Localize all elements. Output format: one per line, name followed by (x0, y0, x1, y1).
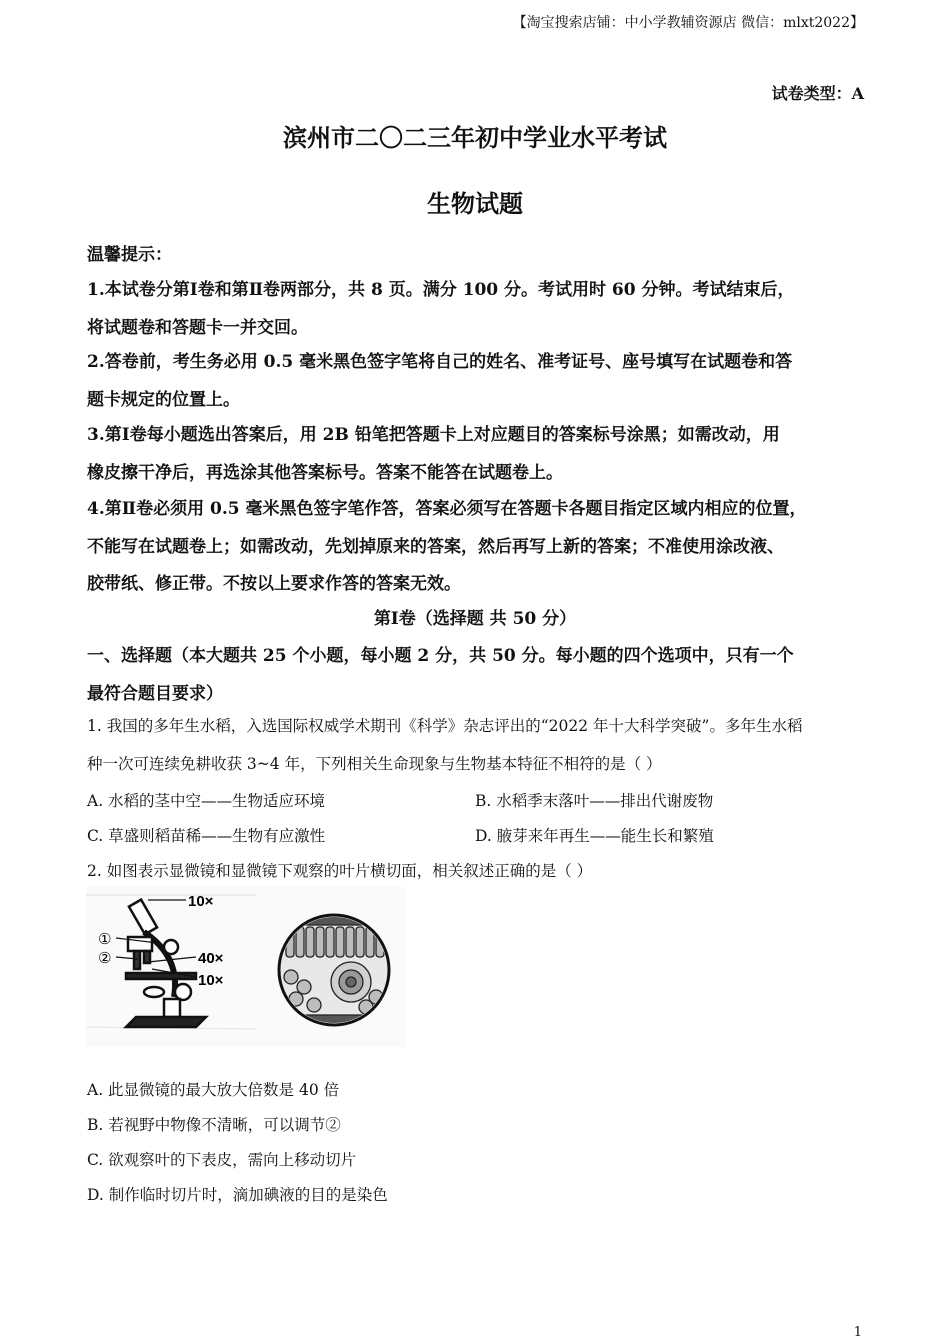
q2-option-a: A. 此显微镜的最大放大倍数是 40 倍 (87, 1081, 340, 1099)
tips-line: 题卡规定的位置上。 (87, 390, 240, 410)
tips-line: 4.第Ⅱ卷必须用 0.5 毫米黑色签字笔作答，答案必须写在答题卡各题目指定区域内相应的位置， (87, 499, 807, 519)
tips-line: 不能写在试题卷上；如需改动，先划掉原来的答案，然后再写上新的答案；不准使用涂改液、 (87, 537, 784, 557)
tips-line: 1.本试卷分第Ⅰ卷和第Ⅱ卷两部分，共 8 页。满分 100 分。考试用时 60 分钟。考试结束后， (87, 280, 795, 300)
q2-option-b: B. 若视野中物像不清晰，可以调节② (87, 1116, 341, 1134)
header-note: 【淘宝搜索店铺：中小学教辅资源店 微信：mlxt2022】 (512, 15, 864, 31)
objective-high-label: 40× (198, 950, 224, 967)
page-number: 1 (853, 1325, 862, 1340)
section-title: 第Ⅰ卷（选择题 共 50 分） (373, 609, 577, 629)
q1-stem: 1. 我国的多年生水稻，入选国际权威学术期刊《科学》杂志评出的“2022 年十大科学突破”。多年生水稻 (87, 717, 803, 735)
paper-type: 试卷类型：A (771, 84, 864, 103)
q1-option-b: B. 水稻季末落叶——排出代谢废物 (475, 792, 714, 810)
q1-option-c: C. 草盛则稻苗稀——生物有应激性 (87, 827, 326, 845)
leaf-section-icon (279, 915, 389, 1025)
part-heading: 一、选择题（本大题共 25 个小题，每小题 2 分，共 50 分。每小题的四个选项中，只有一个 (87, 646, 794, 666)
page-title: 滨州市二〇二三年初中学业水平考试 (283, 123, 667, 152)
q1-stem: 种一次可连续免耕收获 3~4 年，下列相关生命现象与生物基本特征不相符的是（ ） (87, 755, 662, 773)
objective-low-label: 10× (198, 972, 224, 989)
part-heading: 最符合题目要求） (87, 684, 223, 704)
tips-heading: 温馨提示： (87, 245, 172, 265)
tips-line: 橡皮擦干净后，再选涂其他答案标号。答案不能答在试题卷上。 (87, 463, 563, 483)
tips-line: 3.第Ⅰ卷每小题选出答案后，用 2B 铅笔把答题卡上对应题目的答案标号涂黑；如需改动，用 (87, 425, 780, 445)
page-subtitle: 生物试题 (427, 189, 523, 218)
label-1: ① (98, 930, 112, 948)
q2-option-c: C. 欲观察叶的下表皮，需向上移动切片 (87, 1151, 357, 1169)
microscope-figure (86, 887, 406, 1047)
tips-line: 胶带纸、修正带。不按以上要求作答的答案无效。 (87, 574, 461, 594)
q1-option-a: A. 水稻的茎中空——生物适应环境 (87, 792, 326, 810)
eyepiece-label: 10× (188, 893, 214, 910)
tips-line: 2.答卷前，考生务必用 0.5 毫米黑色签字笔将自己的姓名、准考证号、座号填写在试题卷和答 (87, 352, 793, 372)
microscope-diagram (86, 887, 406, 1047)
q1-option-d: D. 腋芽来年再生——能生长和繁殖 (475, 827, 714, 845)
label-2: ② (98, 949, 112, 967)
q2-option-d: D. 制作临时切片时，滴加碘液的目的是染色 (87, 1186, 388, 1204)
tips-line: 将试题卷和答题卡一并交回。 (87, 318, 308, 338)
q2-stem: 2. 如图表示显微镜和显微镜下观察的叶片横切面，相关叙述正确的是（ ） (87, 862, 593, 880)
